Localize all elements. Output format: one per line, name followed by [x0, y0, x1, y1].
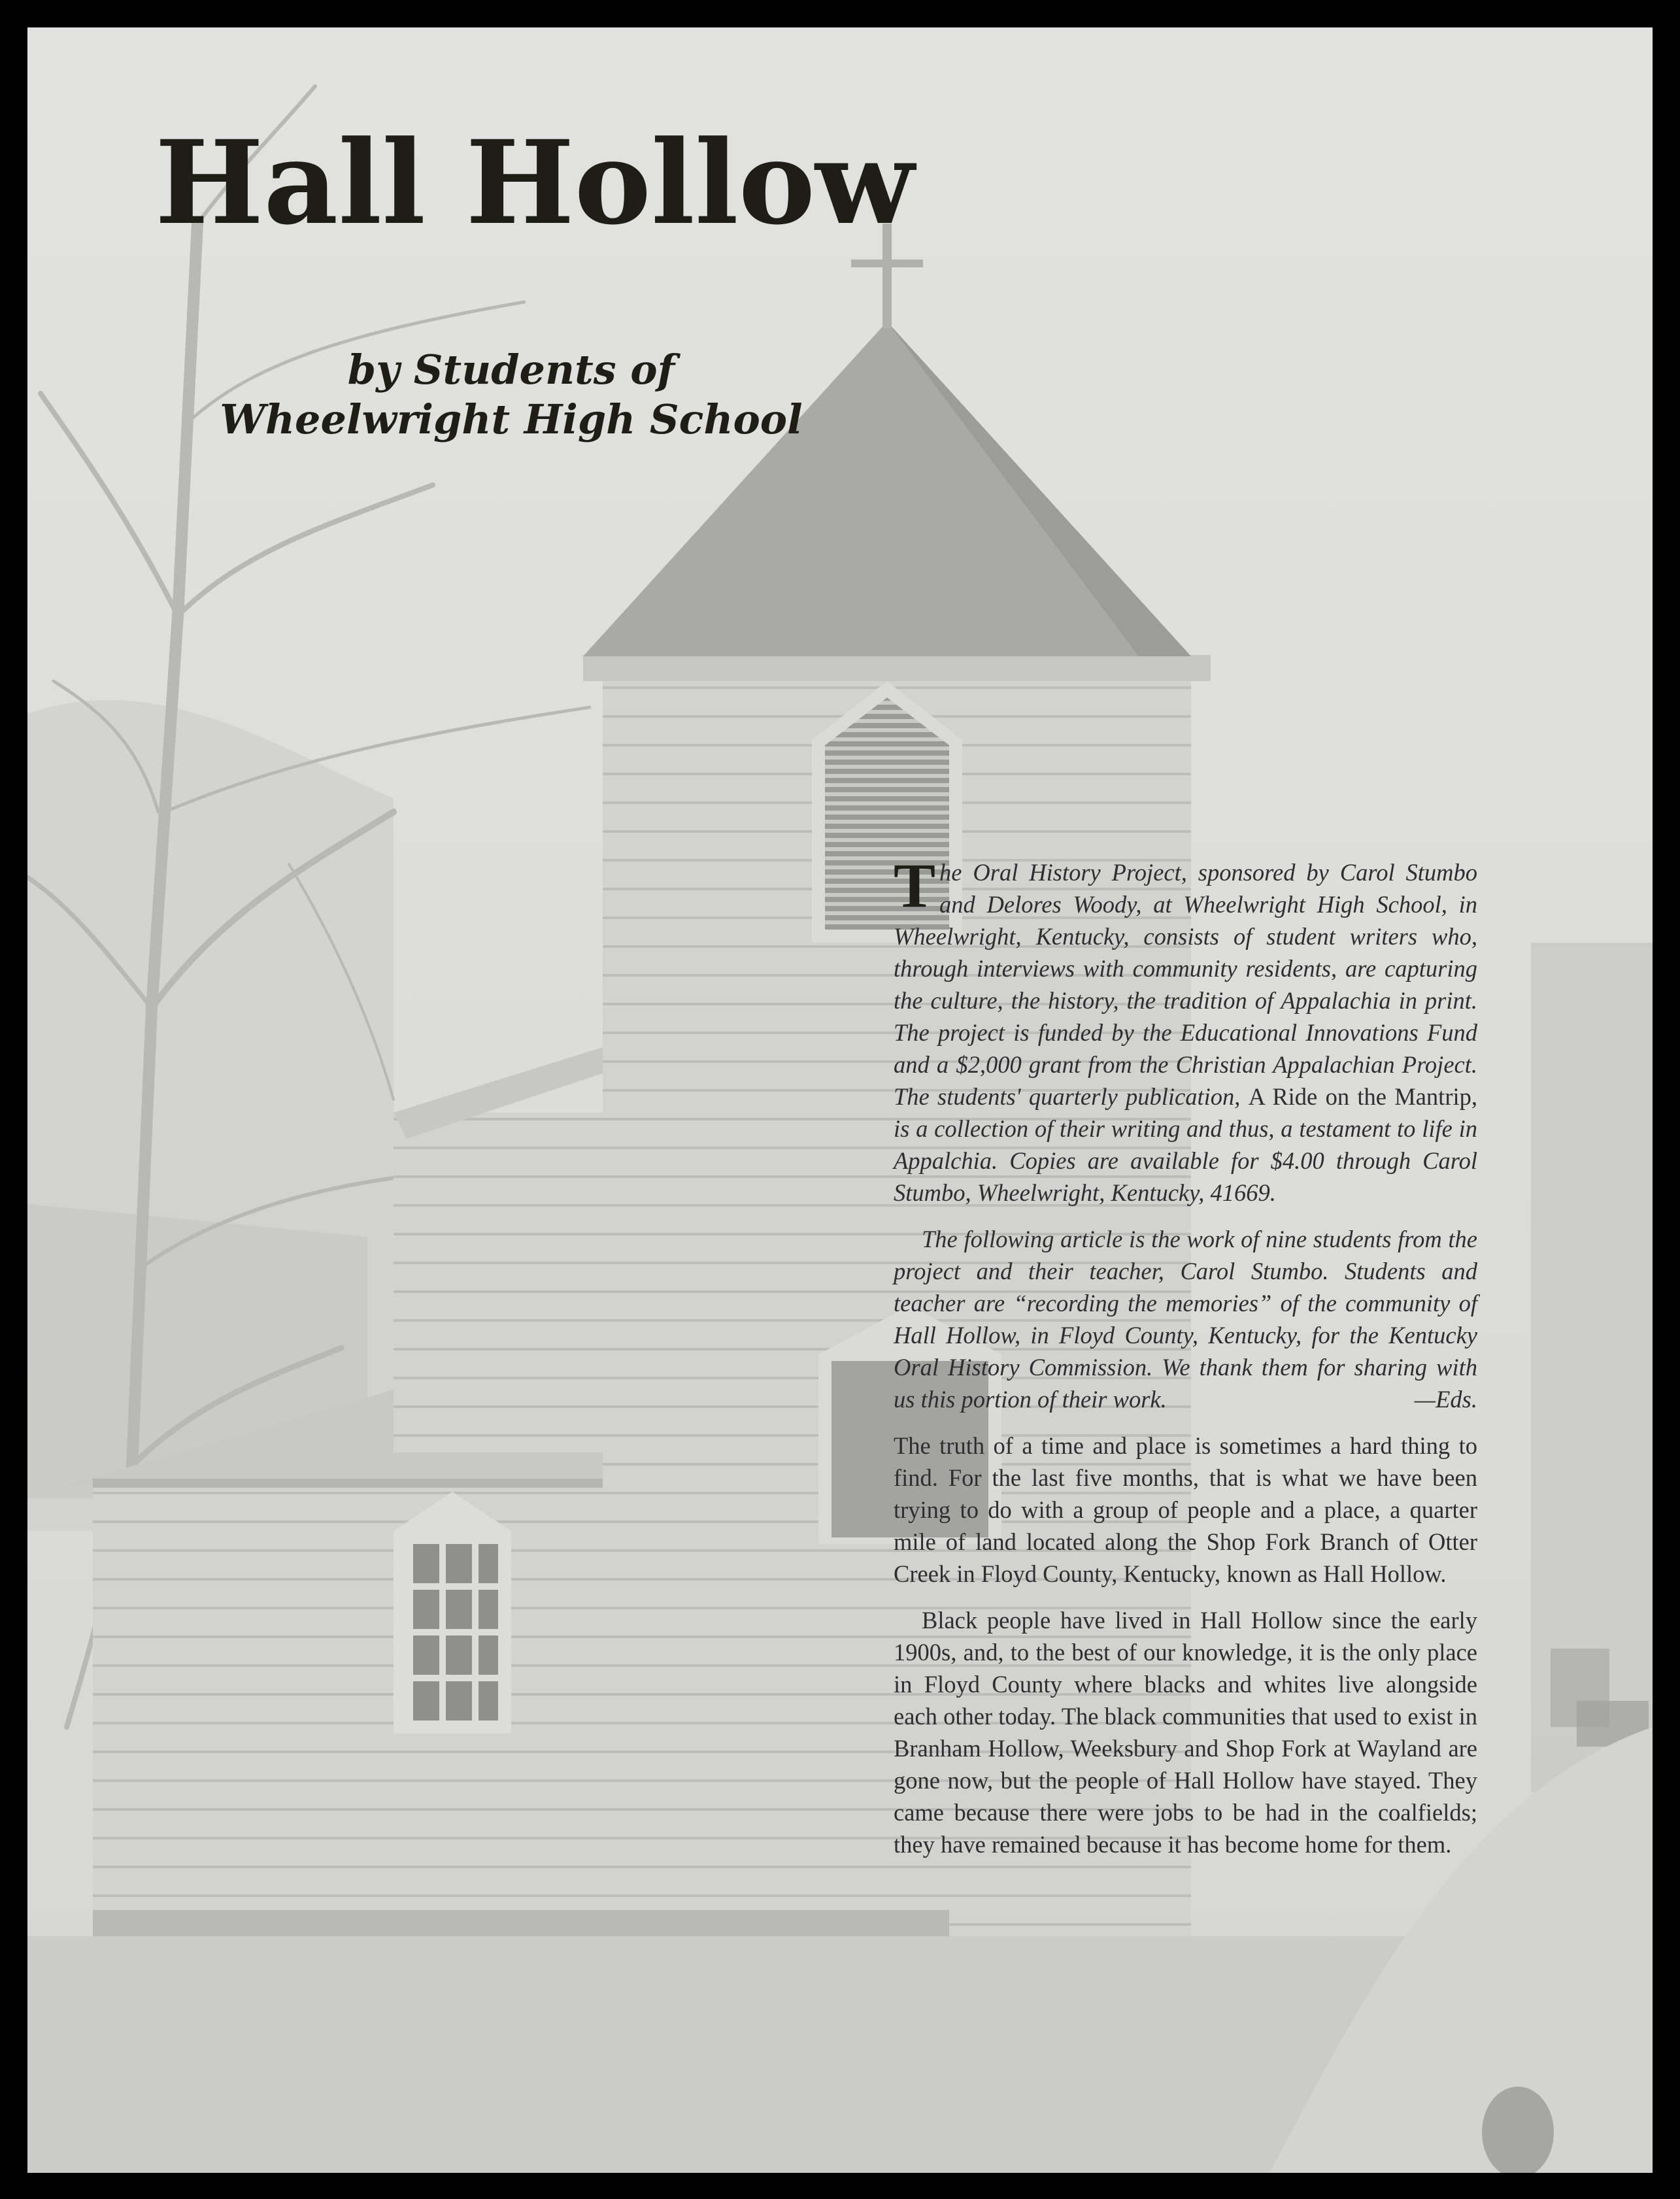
- intro-text-tail: is a collection of their writing and thus, a testament to life in Appalchia. Copies are available for $4.00 through Carol Stumbo, Wheelwright, Kentucky, 41669.: [894, 1115, 1477, 1206]
- editors-note-paragraph: [894, 1223, 1477, 1415]
- body-paragraph: The truth of a time and place is sometimes a hard thing to find. For the last five months, that is what we have been trying to do with a group of people and a place, a quarter mile of land located along the Shop Fork Branch of Otter Creek in Floyd County, Kentucky, known as Hall Hollow.: [894, 1432, 1477, 1587]
- byline-line-2: Wheelwright High School: [220, 395, 803, 443]
- article-body: [894, 850, 1477, 1875]
- publication-title: A Ride on the Mantrip,: [1248, 1083, 1477, 1110]
- intro-paragraph: [894, 850, 1477, 1209]
- magazine-page: [27, 27, 1653, 2173]
- article-title: Hall Hollow: [155, 115, 915, 250]
- editors-signature: —Eds.: [1414, 1386, 1477, 1413]
- drop-cap: T: [894, 850, 936, 920]
- byline: [184, 345, 838, 444]
- intro-text: he Oral History Project, sponsored by Carol Stumbo and Delores Woody, at Wheelwright High School, in Wheelwright, Kentucky, consists of student writers who, through interviews with community residents, are capturing the culture, the history, the tradition of Appalachia in print. The project is funded by the Educational Innovations Fund and a $2,000 grant from the Christian Appalachian Project. The students' quarterly publication,: [894, 859, 1477, 1110]
- editors-note-text: The following article is the work of nine students from the project and their teacher, Carol Stumbo. Students and teacher are “recording the memories” of the community of Hall Hollow, in Floyd County, Kentucky, for the Kentucky Oral History Commission. We thank them for sharing with us this portion of their work.: [894, 1226, 1477, 1413]
- byline-line-1: by Students of: [347, 346, 675, 394]
- body-paragraph: Black people have lived in Hall Hollow since the early 1900s, and, to the best of our knowledge, it is the only place in Floyd County where blacks and whites live alongside each other today. The black communities that used to exist in Branham Hollow, Weeksbury and Shop Fork at Wayland are gone now, but the people of Hall Hollow have stayed. They came because there were jobs to be had in the coalfields; they have remained because it has become home for them.: [894, 1607, 1477, 1858]
